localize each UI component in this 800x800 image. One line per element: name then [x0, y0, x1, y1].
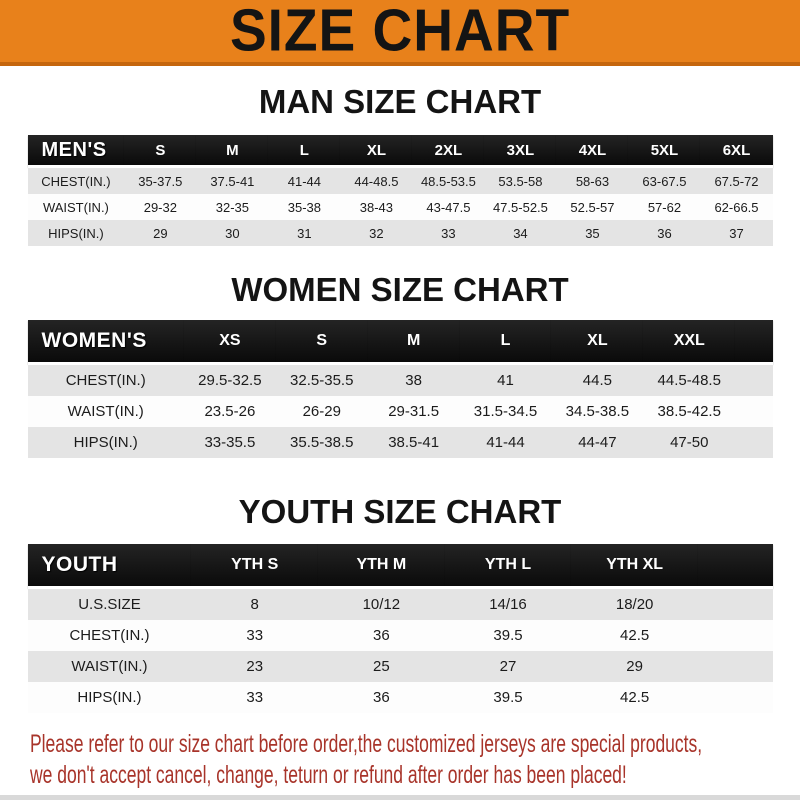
- table-cell: 43-47.5: [412, 194, 484, 220]
- table-cell: 32.5-35.5: [276, 364, 368, 397]
- table-cell-spacer: [735, 396, 772, 427]
- table-cell: 27: [445, 651, 572, 682]
- column-header-spacer: [698, 544, 773, 588]
- table-cell: 29-31.5: [368, 396, 460, 427]
- table-cell: 38.5-42.5: [643, 396, 735, 427]
- table-cell: 29: [124, 220, 196, 246]
- table-cell: 25: [318, 651, 445, 682]
- table-cell: 38.5-41: [368, 427, 460, 458]
- table-cell: 32: [340, 220, 412, 246]
- table-cell: 57-62: [628, 194, 700, 220]
- column-header: 6XL: [700, 135, 772, 167]
- women-size-table: [28, 320, 773, 458]
- table-header-row: [28, 544, 773, 588]
- women-size-chart-heading: WOMEN SIZE CHART: [231, 271, 569, 308]
- row-label: HIPS(IN.): [28, 220, 125, 246]
- row-label: WAIST(IN.): [28, 651, 192, 682]
- table-cell: 29: [571, 651, 698, 682]
- column-header: 4XL: [556, 135, 628, 167]
- table-cell: 35-38: [268, 194, 340, 220]
- row-label: HIPS(IN.): [28, 427, 184, 458]
- table-cell: 36: [318, 682, 445, 713]
- table-title-label: YOUTH: [28, 544, 192, 588]
- table-cell: 38: [368, 364, 460, 397]
- table-cell: 36: [318, 620, 445, 651]
- table-title-label: MEN'S: [28, 135, 125, 167]
- table-cell: 41-44: [268, 167, 340, 195]
- table-title-label: WOMEN'S: [28, 320, 184, 364]
- table-cell-spacer: [735, 427, 772, 458]
- table-cell: 26-29: [276, 396, 368, 427]
- table-cell: 41: [460, 364, 552, 397]
- table-cell: 58-63: [556, 167, 628, 195]
- table-cell: 33-35.5: [184, 427, 276, 458]
- row-label: CHEST(IN.): [28, 364, 184, 397]
- table-row: [28, 682, 773, 713]
- column-header: L: [460, 320, 552, 364]
- table-cell-spacer: [698, 620, 773, 651]
- table-cell: 33: [412, 220, 484, 246]
- table-row: [28, 220, 773, 246]
- table-cell: 23.5-26: [184, 396, 276, 427]
- table-cell: 35: [556, 220, 628, 246]
- table-cell: 34: [484, 220, 556, 246]
- table-cell: 32-35: [196, 194, 268, 220]
- men-size-table-section: [28, 135, 773, 246]
- women-size-table-section: [28, 320, 773, 458]
- table-row: [28, 167, 773, 195]
- table-header-row: [28, 320, 773, 364]
- size-chart-banner: [0, 0, 800, 66]
- table-cell: 14/16: [445, 588, 572, 621]
- table-cell: 42.5: [571, 682, 698, 713]
- footer-disclaimer-line1: Please refer to our size chart before order,the customized jerseys are special products,: [30, 730, 703, 758]
- table-row: [28, 651, 773, 682]
- column-header: L: [268, 135, 340, 167]
- column-header: XL: [340, 135, 412, 167]
- youth-size-table-section: [28, 544, 773, 713]
- row-label: U.S.SIZE: [28, 588, 192, 621]
- table-cell: 8: [191, 588, 318, 621]
- table-cell: 37: [700, 220, 772, 246]
- table-header-row: [28, 135, 773, 167]
- column-header: 3XL: [484, 135, 556, 167]
- table-cell: 35-37.5: [124, 167, 196, 195]
- table-cell: 30: [196, 220, 268, 246]
- column-header: M: [368, 320, 460, 364]
- table-cell: 62-66.5: [700, 194, 772, 220]
- table-cell: 39.5: [445, 682, 572, 713]
- table-row: [28, 427, 773, 458]
- table-cell: 67.5-72: [700, 167, 772, 195]
- table-row: [28, 194, 773, 220]
- column-header-spacer: [735, 320, 772, 364]
- table-cell-spacer: [698, 588, 773, 621]
- table-cell: 33: [191, 620, 318, 651]
- table-cell: 47.5-52.5: [484, 194, 556, 220]
- column-header: YTH S: [191, 544, 318, 588]
- table-row: [28, 364, 773, 397]
- table-row: [28, 620, 773, 651]
- table-cell: 35.5-38.5: [276, 427, 368, 458]
- youth-size-chart-heading: YOUTH SIZE CHART: [238, 493, 562, 530]
- table-cell: 34.5-38.5: [551, 396, 643, 427]
- table-cell: 37.5-41: [196, 167, 268, 195]
- table-cell: 44.5-48.5: [643, 364, 735, 397]
- table-cell: 36: [628, 220, 700, 246]
- table-cell: 42.5: [571, 620, 698, 651]
- row-label: CHEST(IN.): [28, 620, 192, 651]
- column-header: XS: [184, 320, 276, 364]
- table-cell-spacer: [698, 682, 773, 713]
- table-cell: 10/12: [318, 588, 445, 621]
- banner-title: SIZE CHART: [229, 0, 571, 64]
- table-cell: 41-44: [460, 427, 552, 458]
- column-header: YTH L: [445, 544, 572, 588]
- column-header: XXL: [643, 320, 735, 364]
- column-header: 2XL: [412, 135, 484, 167]
- table-cell: 47-50: [643, 427, 735, 458]
- table-cell: 31: [268, 220, 340, 246]
- column-header: YTH M: [318, 544, 445, 588]
- table-cell: 44-47: [551, 427, 643, 458]
- table-cell: 33: [191, 682, 318, 713]
- table-cell: 29-32: [124, 194, 196, 220]
- row-label: WAIST(IN.): [28, 194, 125, 220]
- column-header: XL: [551, 320, 643, 364]
- table-cell: 52.5-57: [556, 194, 628, 220]
- table-cell: 18/20: [571, 588, 698, 621]
- table-cell-spacer: [735, 364, 772, 397]
- column-header: YTH XL: [571, 544, 698, 588]
- table-cell: 63-67.5: [628, 167, 700, 195]
- table-cell-spacer: [698, 651, 773, 682]
- table-cell: 38-43: [340, 194, 412, 220]
- man-size-chart-heading: MAN SIZE CHART: [258, 83, 542, 120]
- column-header: S: [276, 320, 368, 364]
- men-size-table: [28, 135, 773, 246]
- table-row: [28, 588, 773, 621]
- row-label: HIPS(IN.): [28, 682, 192, 713]
- column-header: M: [196, 135, 268, 167]
- table-cell: 29.5-32.5: [184, 364, 276, 397]
- table-cell: 31.5-34.5: [460, 396, 552, 427]
- table-cell: 44-48.5: [340, 167, 412, 195]
- table-cell: 23: [191, 651, 318, 682]
- row-label: CHEST(IN.): [28, 167, 125, 195]
- table-cell: 53.5-58: [484, 167, 556, 195]
- bottom-strip: [0, 795, 800, 800]
- table-cell: 44.5: [551, 364, 643, 397]
- table-cell: 48.5-53.5: [412, 167, 484, 195]
- column-header: 5XL: [628, 135, 700, 167]
- youth-size-table: [28, 544, 773, 713]
- row-label: WAIST(IN.): [28, 396, 184, 427]
- table-cell: 39.5: [445, 620, 572, 651]
- footer-disclaimer-line2: we don't accept cancel, change, teturn or refund after order has been placed!: [30, 761, 627, 789]
- column-header: S: [124, 135, 196, 167]
- footer-disclaimer: [30, 729, 800, 791]
- table-row: [28, 396, 773, 427]
